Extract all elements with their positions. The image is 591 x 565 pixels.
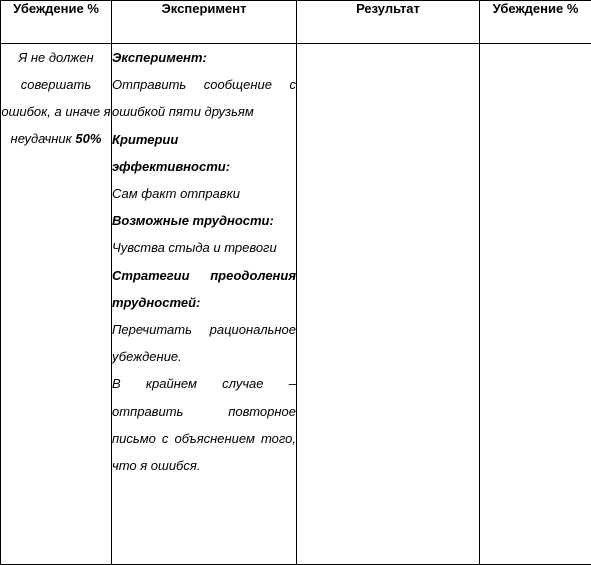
criteria-text: Сам факт отправки [112, 180, 296, 207]
header-belief-after: Убеждение % [480, 1, 591, 44]
belief-cell [1, 44, 112, 565]
experiment-text: Отправить сообщение с ошибкой пяти друзьям [112, 71, 296, 125]
belief-after-cell [480, 44, 591, 565]
result-cell [297, 44, 480, 565]
difficulties-label: Возможные трудности: [112, 207, 296, 234]
strategies-text-2: В крайнем случае – отправить повторное письмо с объяснением того, что я ошибся. [112, 370, 296, 479]
header-result: Результат [297, 1, 480, 44]
table-row [1, 44, 591, 565]
belief-text: Я не должен совершать ошибок, а иначе я неудачник [1, 50, 110, 146]
table-header-row [1, 1, 591, 44]
experiment-cell [112, 44, 297, 565]
criteria-label: Критерии эффективности: [112, 126, 296, 180]
experiment-label: Эксперимент: [112, 44, 296, 71]
belief-percent: 50% [75, 131, 101, 146]
strategies-text-1: Перечитать рациональное убеждение. [112, 316, 296, 370]
header-belief-before: Убеждение % [1, 1, 112, 44]
strategies-label: Стратегии преодоления трудностей: [112, 262, 296, 316]
difficulties-text: Чувства стыда и тревоги [112, 234, 296, 261]
header-experiment: Эксперимент [112, 1, 297, 44]
